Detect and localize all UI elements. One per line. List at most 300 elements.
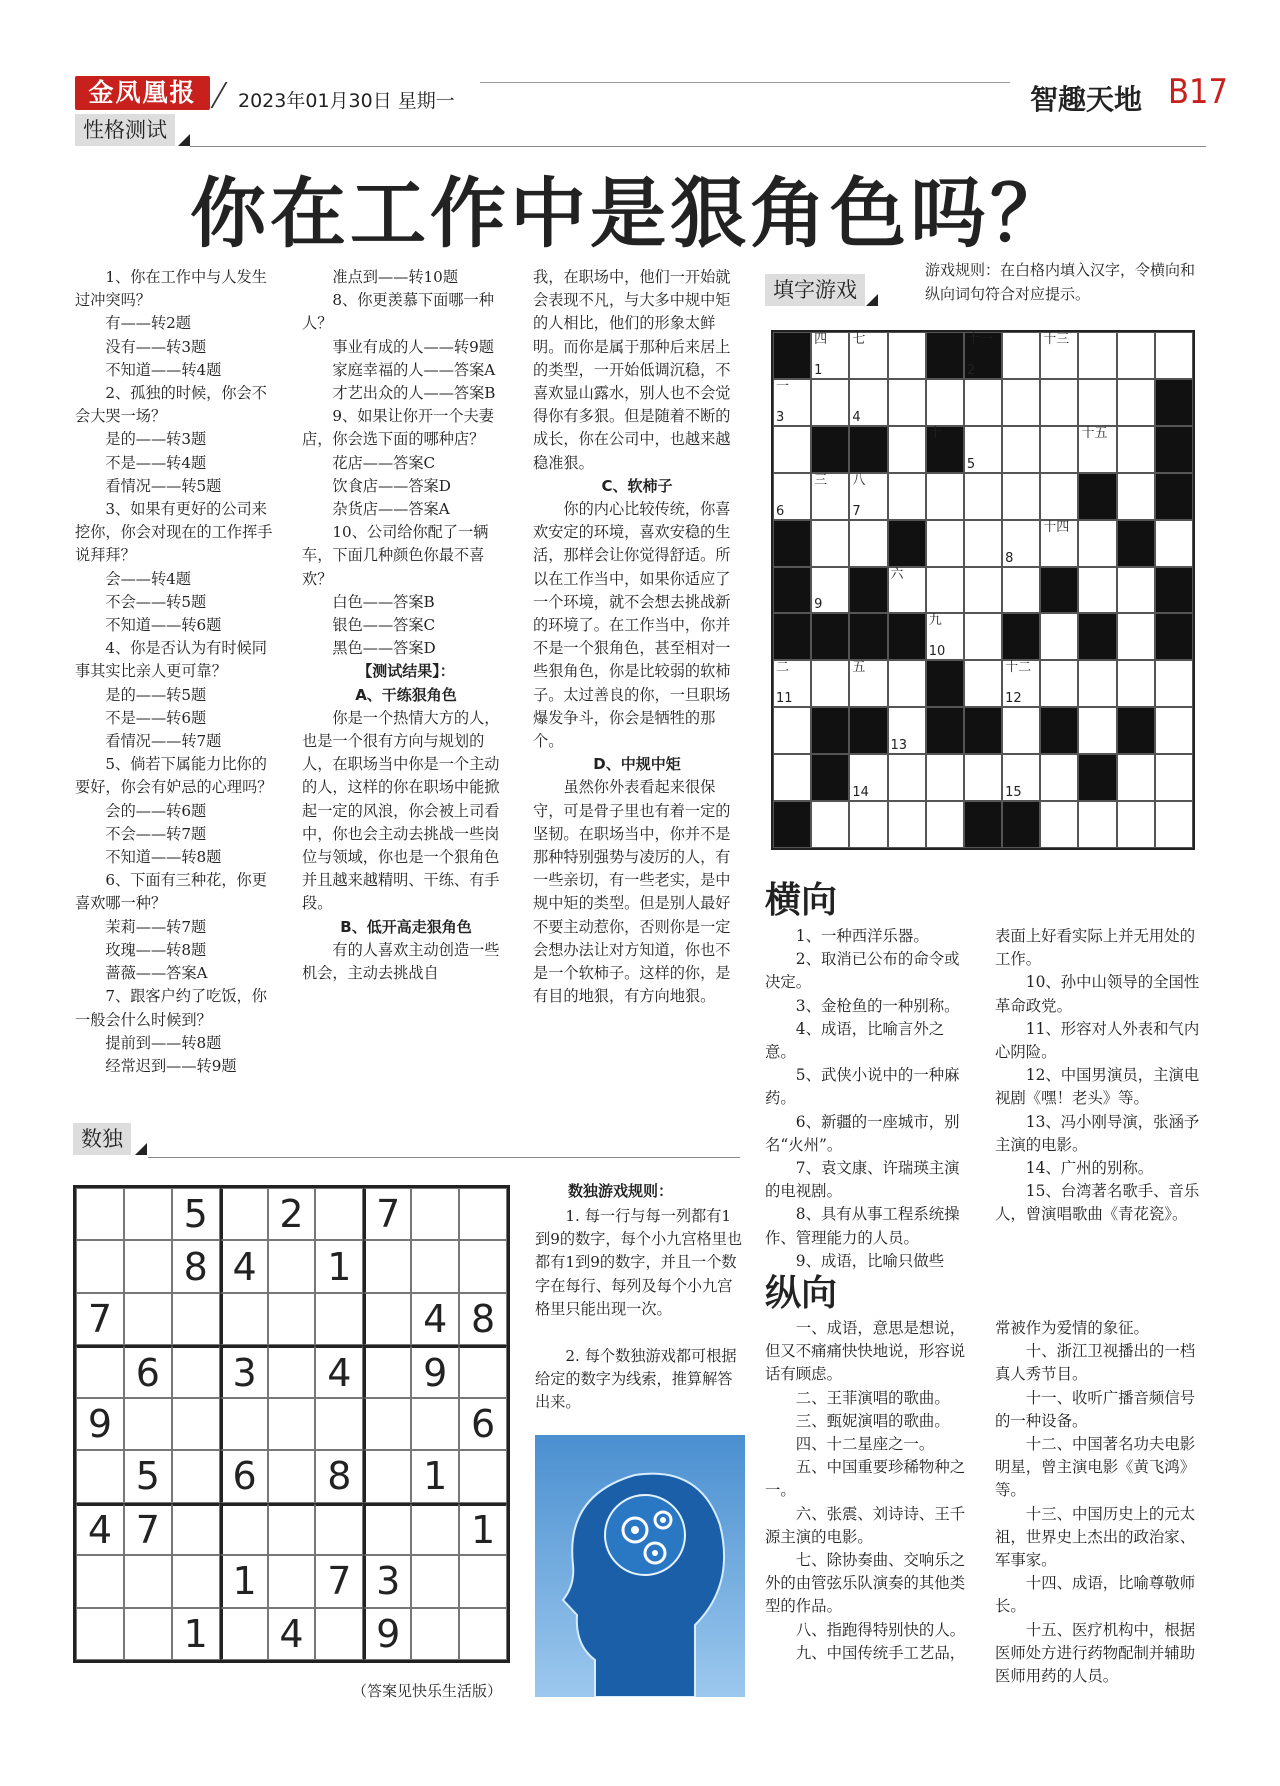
- crossword-cell[interactable]: [964, 660, 1002, 707]
- crossword-cell[interactable]: [1040, 473, 1078, 520]
- crossword-cell[interactable]: [964, 473, 1002, 520]
- sudoku-empty-cell[interactable]: [172, 1555, 220, 1607]
- crossword-block: [773, 332, 811, 379]
- crossword-cell[interactable]: [888, 473, 926, 520]
- crossword-cell[interactable]: [811, 801, 849, 848]
- crossword-cell[interactable]: [849, 332, 887, 379]
- crossword-cell[interactable]: [964, 520, 1002, 567]
- crossword-cell[interactable]: [888, 567, 926, 614]
- sudoku-empty-cell[interactable]: [172, 1345, 220, 1397]
- crossword-tab: 填字游戏: [765, 274, 865, 306]
- sudoku-empty-cell[interactable]: [124, 1398, 172, 1450]
- paragraph: 会——转4题: [105, 569, 191, 588]
- crossword-cell[interactable]: [926, 754, 964, 801]
- paragraph: 黑色——答案D: [332, 639, 436, 658]
- crossword-cell[interactable]: [1117, 801, 1155, 848]
- clue: 九、中国传统手工艺品，: [795, 1643, 966, 1662]
- clue: 6、新疆的一座城市，别名“火州”。: [765, 1112, 960, 1154]
- clue: 2、取消已公布的命令或决定。: [765, 950, 960, 992]
- paragraph: 不会——转5题: [105, 592, 207, 611]
- crossword-cell[interactable]: [1078, 801, 1116, 848]
- paragraph: D、中规中矩: [593, 755, 681, 774]
- crossword-cell[interactable]: [1078, 660, 1116, 707]
- sudoku-empty-cell[interactable]: [315, 1503, 363, 1555]
- clue: 1、一种西洋乐器。: [795, 927, 929, 945]
- clue: 四、十二星座之一。: [795, 1435, 935, 1454]
- clue: 9、成语，比喻只做些: [795, 1251, 945, 1270]
- crossword-cell[interactable]: [1117, 754, 1155, 801]
- across-clue-number: 4: [852, 409, 861, 425]
- crossword-cell[interactable]: [1155, 520, 1193, 567]
- sudoku-empty-cell[interactable]: [220, 1608, 268, 1660]
- down-clue-number: 五: [852, 660, 866, 676]
- crossword-cell[interactable]: [926, 473, 964, 520]
- across-clue-number: 14: [852, 785, 869, 801]
- paragraph: 不是——转6题: [105, 708, 207, 727]
- down-clue-number: 十一: [966, 332, 993, 347]
- sudoku-empty-cell[interactable]: [315, 1608, 363, 1660]
- crossword-cell[interactable]: [1117, 426, 1155, 473]
- tab-corner-mark: [866, 294, 878, 306]
- crossword-cell[interactable]: [1078, 520, 1116, 567]
- sudoku-empty-cell[interactable]: [76, 1555, 124, 1607]
- clue: 十一、收听广播音频信号的一种设备。: [995, 1388, 1196, 1430]
- crossword-cell[interactable]: [1002, 707, 1040, 754]
- across-clue-number: 2: [966, 362, 976, 378]
- crossword-cell[interactable]: [1040, 613, 1078, 660]
- sudoku-empty-cell[interactable]: [76, 1608, 124, 1660]
- crossword-cell[interactable]: [1002, 332, 1040, 379]
- paragraph: 不是——转4题: [105, 453, 207, 472]
- paragraph: 准点到——转10题: [332, 268, 459, 286]
- crossword-rules: 游戏规则：在白格内填入汉字，令横向和纵向词句符合对应提示。: [925, 261, 1196, 303]
- sudoku-empty-cell[interactable]: [124, 1188, 172, 1240]
- crossword-block: [811, 613, 849, 660]
- paragraph: 不会——转7题: [105, 824, 207, 843]
- crossword-cell[interactable]: [1117, 379, 1155, 426]
- crossword-block: [888, 613, 926, 660]
- across-title: 横向: [765, 880, 838, 921]
- sudoku-empty-cell[interactable]: [124, 1608, 172, 1660]
- crossword-block: [811, 707, 849, 754]
- across-clue-number: 1: [814, 362, 823, 378]
- paragraph: 茉莉——转7题: [105, 917, 207, 936]
- crossword-cell[interactable]: [1002, 379, 1040, 426]
- sudoku-empty-cell[interactable]: [124, 1555, 172, 1607]
- tab-corner-mark: [135, 1143, 147, 1155]
- across-clue-number: 3: [776, 409, 785, 425]
- crossword-block: [849, 426, 887, 473]
- crossword-cell[interactable]: [1117, 332, 1155, 379]
- crossword-grid: [771, 330, 1195, 850]
- paragraph: 你的内心比较传统，你喜欢安定的环境，喜欢安稳的生活，那样会让你觉得舒适。所以在工作当中，如果你适应了一个环境，就不会想去挑战新的环境了。在工作当中，你并不是一个狠角色，甚至相对一些狠角色，你是比较弱的软柿子。太过善良的你，一旦职场爆发争斗，你会是牺牲的那个。: [533, 500, 731, 751]
- sudoku-empty-cell[interactable]: [172, 1450, 220, 1502]
- clue: 二、王菲演唱的歌曲。: [795, 1388, 950, 1407]
- sudoku-empty-cell[interactable]: [315, 1188, 363, 1240]
- sudoku-given: 4: [315, 1345, 363, 1397]
- crossword-cell[interactable]: [849, 379, 887, 426]
- down-clue-number: 十二: [1005, 660, 1032, 676]
- across-clue-number: 11: [776, 691, 793, 707]
- paragraph: 是的——转3题: [105, 430, 207, 449]
- sudoku-empty-cell[interactable]: [459, 1188, 507, 1240]
- sudoku-empty-cell[interactable]: [363, 1240, 411, 1292]
- sudoku-given: 8: [459, 1293, 507, 1345]
- down-clue-number: 七: [852, 332, 866, 347]
- sudoku-empty-cell[interactable]: [124, 1293, 172, 1345]
- sudoku-empty-cell[interactable]: [411, 1240, 459, 1292]
- paragraph: 不知道——转4题: [105, 360, 222, 379]
- paragraph: 杂货店——答案A: [332, 500, 450, 519]
- sudoku-empty-cell[interactable]: [268, 1503, 316, 1555]
- crossword-cell[interactable]: [773, 473, 811, 520]
- crossword-block: [1155, 567, 1193, 614]
- clue: 常被作为爱情的象征。: [995, 1319, 1149, 1337]
- crossword-cell[interactable]: [964, 754, 1002, 801]
- crossword-cell[interactable]: [1002, 754, 1040, 801]
- masthead-divider: [210, 82, 227, 108]
- down-clue-number: 三: [814, 472, 828, 488]
- sudoku-given: 4: [411, 1293, 459, 1345]
- paragraph: 3、如果有更好的公司来挖你，你会对现在的工作挥手说拜拜？: [75, 500, 273, 565]
- crossword-cell[interactable]: [811, 567, 849, 614]
- clue: 11、形容对人外表和气内心阴险。: [995, 1019, 1200, 1062]
- crossword-cell[interactable]: [773, 660, 811, 707]
- paragraph: 【测试结果】：: [357, 662, 455, 681]
- clue: 14、广州的别称。: [1025, 1159, 1154, 1178]
- clue: 三、甄妮演唱的歌曲。: [795, 1411, 950, 1430]
- sudoku-empty-cell[interactable]: [363, 1450, 411, 1502]
- clue: 5、武侠小说中的一种麻药。: [765, 1066, 960, 1108]
- crossword-cell[interactable]: [888, 660, 926, 707]
- crossword-cell[interactable]: [1155, 754, 1193, 801]
- sudoku-empty-cell[interactable]: [363, 1503, 411, 1555]
- paragraph: 有的人喜欢主动创造一些机会，主动去挑战自: [302, 940, 500, 983]
- sudoku-empty-cell[interactable]: [268, 1293, 316, 1345]
- crossword-cell[interactable]: [1040, 332, 1078, 379]
- sudoku-empty-cell[interactable]: [76, 1450, 124, 1502]
- clue: 十四、成语，比喻尊敬师长。: [995, 1574, 1196, 1616]
- across-clue-number: 7: [852, 503, 861, 519]
- clue: 13、冯小刚导演，张涵予主演的电影。: [995, 1112, 1200, 1154]
- crossword-cell[interactable]: [811, 660, 849, 707]
- crossword-cell[interactable]: [1155, 332, 1193, 379]
- across-clue-number: 15: [1005, 785, 1022, 801]
- clue: 七、除协奏曲、交响乐之外的由管弦乐队演奏的其他类型的作品。: [765, 1551, 966, 1616]
- down-clue-number: 十五: [1081, 425, 1108, 441]
- across-clue-number: 5: [966, 456, 976, 472]
- crossword-cell[interactable]: [849, 660, 887, 707]
- clue: 一、成语，意思是想说，但又不痛痛快快地说，形容说话有顾虑。: [765, 1319, 966, 1384]
- section-rule: [148, 1157, 740, 1158]
- crossword-cell[interactable]: [1002, 426, 1040, 473]
- sudoku-given: 7: [76, 1293, 124, 1345]
- crossword-cell[interactable]: [811, 379, 849, 426]
- clue: 六、张震、刘诗诗、王千源主演的电影。: [765, 1504, 966, 1546]
- clue: 7、袁文康、许瑞瑛主演的电视剧。: [765, 1159, 960, 1201]
- sudoku-given: 9: [76, 1398, 124, 1450]
- sudoku-empty-cell[interactable]: [363, 1293, 411, 1345]
- crossword-cell[interactable]: [1040, 801, 1078, 848]
- crossword-cell[interactable]: [926, 801, 964, 848]
- sudoku-given: 6: [220, 1450, 268, 1502]
- sudoku-given: 9: [411, 1345, 459, 1397]
- paragraph: 10、公司给你配了一辆车，下面几种颜色你最不喜欢？: [302, 523, 489, 588]
- paragraph: A、干练狠角色: [355, 685, 457, 704]
- sudoku-empty-cell[interactable]: [268, 1398, 316, 1450]
- masthead-rule-thin: [480, 82, 1010, 83]
- crossword-cell[interactable]: [1040, 660, 1078, 707]
- sudoku-empty-cell[interactable]: [172, 1503, 220, 1555]
- crossword-cell[interactable]: [811, 520, 849, 567]
- across-clue-number: 9: [814, 597, 823, 613]
- paragraph: 提前到——转8题: [105, 1033, 222, 1052]
- sudoku-empty-cell[interactable]: [220, 1398, 268, 1450]
- across-clues-right: [995, 925, 1203, 1227]
- crossword-block: [811, 754, 849, 801]
- crossword-cell[interactable]: [926, 567, 964, 614]
- paragraph: 会的——转6题: [105, 801, 207, 820]
- sudoku-given: 9: [363, 1608, 411, 1660]
- crossword-block: [926, 332, 964, 379]
- sudoku-empty-cell[interactable]: [459, 1450, 507, 1502]
- crossword-cell[interactable]: [773, 379, 811, 426]
- paragraph: 白色——答案B: [332, 592, 435, 611]
- crossword-cell[interactable]: [926, 379, 964, 426]
- crossword-cell[interactable]: [1117, 660, 1155, 707]
- crossword-cell[interactable]: [926, 520, 964, 567]
- sudoku-given: 3: [363, 1555, 411, 1607]
- crossword-cell[interactable]: [1078, 426, 1116, 473]
- paragraph: 不知道——转6题: [105, 616, 222, 635]
- crossword-block: [1002, 613, 1040, 660]
- crossword-block: [1155, 613, 1193, 660]
- sudoku-given: 7: [124, 1503, 172, 1555]
- paragraph: 玫瑰——转8题: [105, 940, 207, 959]
- crossword-cell[interactable]: [849, 754, 887, 801]
- crossword-block: [1040, 707, 1078, 754]
- paragraph: 才艺出众的人——答案B: [332, 384, 496, 403]
- crossword-cell[interactable]: [888, 707, 926, 754]
- sudoku-empty-cell[interactable]: [76, 1240, 124, 1292]
- crossword-cell[interactable]: [888, 332, 926, 379]
- sudoku-empty-cell[interactable]: [76, 1345, 124, 1397]
- issue-date: 2023年01月30日 星期一: [238, 90, 455, 112]
- sudoku-empty-cell[interactable]: [315, 1293, 363, 1345]
- newspaper-logo: 金凤凰报: [75, 76, 210, 110]
- sudoku-empty-cell[interactable]: [172, 1398, 220, 1450]
- crossword-cell[interactable]: [964, 379, 1002, 426]
- crossword-cell[interactable]: [849, 520, 887, 567]
- crossword-cell[interactable]: [1078, 707, 1116, 754]
- crossword-block: [888, 520, 926, 567]
- crossword-cell[interactable]: [811, 332, 849, 379]
- crossword-block: [849, 707, 887, 754]
- sudoku-empty-cell[interactable]: [172, 1293, 220, 1345]
- question-column-2: [302, 266, 510, 985]
- crossword-block: [849, 613, 887, 660]
- clue: 十三、中国历史上的元太祖，世界史上杰出的政治家、军事家。: [995, 1504, 1196, 1570]
- crossword-cell[interactable]: [888, 801, 926, 848]
- crossword-cell[interactable]: [1078, 567, 1116, 614]
- crossword-cell[interactable]: [1117, 613, 1155, 660]
- sudoku-empty-cell[interactable]: [268, 1555, 316, 1607]
- sudoku-empty-cell[interactable]: [459, 1555, 507, 1607]
- clue: 10、孙中山领导的全国性革命政党。: [995, 973, 1200, 1015]
- clue: 8、具有从事工程系统操作、管理能力的人员。: [765, 1205, 960, 1247]
- sudoku-empty-cell[interactable]: [268, 1345, 316, 1397]
- paragraph: C、软柿子: [601, 476, 673, 495]
- paragraph: 4、你是否认为有时候同事其实比亲人更可靠？: [75, 639, 267, 681]
- sudoku-empty-cell[interactable]: [220, 1293, 268, 1345]
- paragraph: 事业有成的人——转9题: [332, 337, 494, 356]
- paragraph: 8、你更羡慕下面哪一种人？: [302, 291, 494, 333]
- sudoku-empty-cell[interactable]: [268, 1450, 316, 1502]
- crossword-cell[interactable]: [1078, 379, 1116, 426]
- paragraph: 9、如果让你开一个夫妻店，你会选下面的哪种店？: [302, 407, 494, 449]
- sudoku-empty-cell[interactable]: [411, 1555, 459, 1607]
- sudoku-empty-cell[interactable]: [459, 1345, 507, 1397]
- crossword-block: [1117, 520, 1155, 567]
- crossword-cell[interactable]: [1155, 660, 1193, 707]
- crossword-block: [849, 567, 887, 614]
- sudoku-empty-cell[interactable]: [411, 1398, 459, 1450]
- crossword-cell[interactable]: [1155, 707, 1193, 754]
- crossword-cell[interactable]: [1002, 567, 1040, 614]
- crossword-cell[interactable]: [1040, 379, 1078, 426]
- crossword-block: [1155, 379, 1193, 426]
- sudoku-empty-cell[interactable]: [411, 1188, 459, 1240]
- sudoku-given: 3: [220, 1345, 268, 1397]
- crossword-block: [811, 426, 849, 473]
- paragraph: 6、下面有三种花，你更喜欢哪一种？: [75, 871, 267, 913]
- crossword-cell[interactable]: [811, 473, 849, 520]
- crossword-block: [1117, 707, 1155, 754]
- crossword-cell[interactable]: [773, 426, 811, 473]
- clue: 12、中国男演员，主演电视剧《嘿！老头》等。: [995, 1066, 1200, 1108]
- sudoku-given: 1: [315, 1240, 363, 1292]
- down-clue-number: 十三: [1043, 332, 1070, 347]
- crossword-cell[interactable]: [964, 567, 1002, 614]
- brain-gears-illustration: [535, 1435, 745, 1697]
- crossword-block: [1040, 567, 1078, 614]
- paragraph: 花店——答案C: [332, 453, 436, 472]
- crossword-block: [773, 520, 811, 567]
- crossword-cell[interactable]: [1078, 332, 1116, 379]
- crossword-block: [773, 613, 811, 660]
- sudoku-empty-cell[interactable]: [459, 1240, 507, 1292]
- result-column: [533, 266, 741, 1009]
- page-title: 你在工作中是狠角色吗？: [190, 169, 1070, 258]
- across-clue-number: 12: [1005, 691, 1022, 707]
- sudoku-empty-cell[interactable]: [315, 1398, 363, 1450]
- clue: 表面上好看实际上并无用处的工作。: [995, 927, 1196, 969]
- sudoku-empty-cell[interactable]: [363, 1345, 411, 1397]
- crossword-cell[interactable]: [888, 379, 926, 426]
- crossword-cell[interactable]: [1002, 660, 1040, 707]
- crossword-block: [964, 332, 1002, 379]
- paragraph: 饮食店——答案D: [332, 476, 451, 495]
- paragraph: 看情况——转7题: [105, 732, 222, 751]
- across-clue-number: 8: [1005, 550, 1014, 566]
- sudoku-empty-cell[interactable]: [363, 1398, 411, 1450]
- crossword-cell[interactable]: [926, 613, 964, 660]
- crossword-block: [773, 801, 811, 848]
- sudoku-empty-cell[interactable]: [220, 1503, 268, 1555]
- sudoku-given: 4: [220, 1240, 268, 1292]
- crossword-cell[interactable]: [773, 754, 811, 801]
- crossword-block: [964, 801, 1002, 848]
- crossword-cell[interactable]: [849, 473, 887, 520]
- clue: 十二、中国著名功夫电影明星，曾主演电影《黄飞鸿》等。: [995, 1435, 1196, 1500]
- crossword-cell[interactable]: [964, 613, 1002, 660]
- sudoku-empty-cell[interactable]: [459, 1608, 507, 1660]
- sudoku-given: 8: [315, 1450, 363, 1502]
- sudoku-empty-cell[interactable]: [76, 1188, 124, 1240]
- sudoku-empty-cell[interactable]: [411, 1503, 459, 1555]
- crossword-block: [964, 707, 1002, 754]
- paragraph: B、低开高走狠角色: [340, 917, 472, 936]
- crossword-cell[interactable]: [773, 707, 811, 754]
- down-clue-number: 八: [852, 472, 866, 488]
- crossword-block: [1078, 473, 1116, 520]
- sudoku-given: 8: [172, 1240, 220, 1292]
- sudoku-empty-cell[interactable]: [268, 1240, 316, 1292]
- sudoku-empty-cell[interactable]: [124, 1240, 172, 1292]
- crossword-block: [926, 707, 964, 754]
- answer-note: （答案见快乐生活版）: [352, 1682, 503, 1700]
- crossword-cell[interactable]: [1040, 754, 1078, 801]
- crossword-cell[interactable]: [849, 801, 887, 848]
- sudoku-given: 7: [315, 1555, 363, 1607]
- crossword-cell[interactable]: [1117, 473, 1155, 520]
- sudoku-empty-cell[interactable]: [411, 1608, 459, 1660]
- crossword-cell[interactable]: [1040, 426, 1078, 473]
- crossword-cell[interactable]: [1002, 520, 1040, 567]
- sudoku-empty-cell[interactable]: [220, 1188, 268, 1240]
- clue: 3、金枪鱼的一种别称。: [795, 996, 960, 1015]
- across-clue-number: 6: [776, 503, 785, 519]
- crossword-cell[interactable]: [1002, 473, 1040, 520]
- crossword-block: [1155, 473, 1193, 520]
- clue: 十五、医疗机构中，根据医师处方进行药物配制并辅助医师用药的人员。: [995, 1620, 1196, 1686]
- paragraph: 家庭幸福的人——答案A: [332, 360, 496, 379]
- sudoku-given: 1: [172, 1608, 220, 1660]
- paragraph: 看情况——转5题: [105, 476, 222, 495]
- crossword-cell[interactable]: [888, 426, 926, 473]
- sudoku-given: 6: [459, 1398, 507, 1450]
- down-title: 纵向: [765, 1273, 838, 1314]
- personality-tab: 性格测试: [75, 114, 175, 146]
- sudoku-given: 4: [76, 1503, 124, 1555]
- down-clue-number: 一: [776, 378, 790, 394]
- crossword-cell[interactable]: [1040, 520, 1078, 567]
- crossword-block: [1155, 426, 1193, 473]
- paragraph: 7、跟客户约了吃饭，你一般会什么时候到？: [75, 987, 267, 1029]
- crossword-cell[interactable]: [888, 754, 926, 801]
- paragraph: 虽然你外表看起来很保守，可是骨子里也有着一定的坚韧。在职场当中，你并不是那种特别强势与凌厉的人，有一些亲切，有一些老实，是中规中矩的类型。但是别人最好不要主动惹你，否则你是一定会想办法让对方知道，你也不是一个软柿子。这样的你，是有目的地狠，有方向地狠。: [533, 778, 731, 1006]
- down-clues-left: [765, 1317, 970, 1665]
- page-number: B17: [1168, 72, 1228, 112]
- paragraph: 经常迟到——转9题: [105, 1056, 237, 1075]
- crossword-cell[interactable]: [1155, 801, 1193, 848]
- crossword-cell[interactable]: [1117, 567, 1155, 614]
- paragraph: 蔷薇——答案A: [105, 964, 208, 983]
- sudoku-given: 6: [124, 1345, 172, 1397]
- crossword-cell[interactable]: [964, 426, 1002, 473]
- sudoku-given: 4: [268, 1608, 316, 1660]
- sudoku-given: 1: [459, 1503, 507, 1555]
